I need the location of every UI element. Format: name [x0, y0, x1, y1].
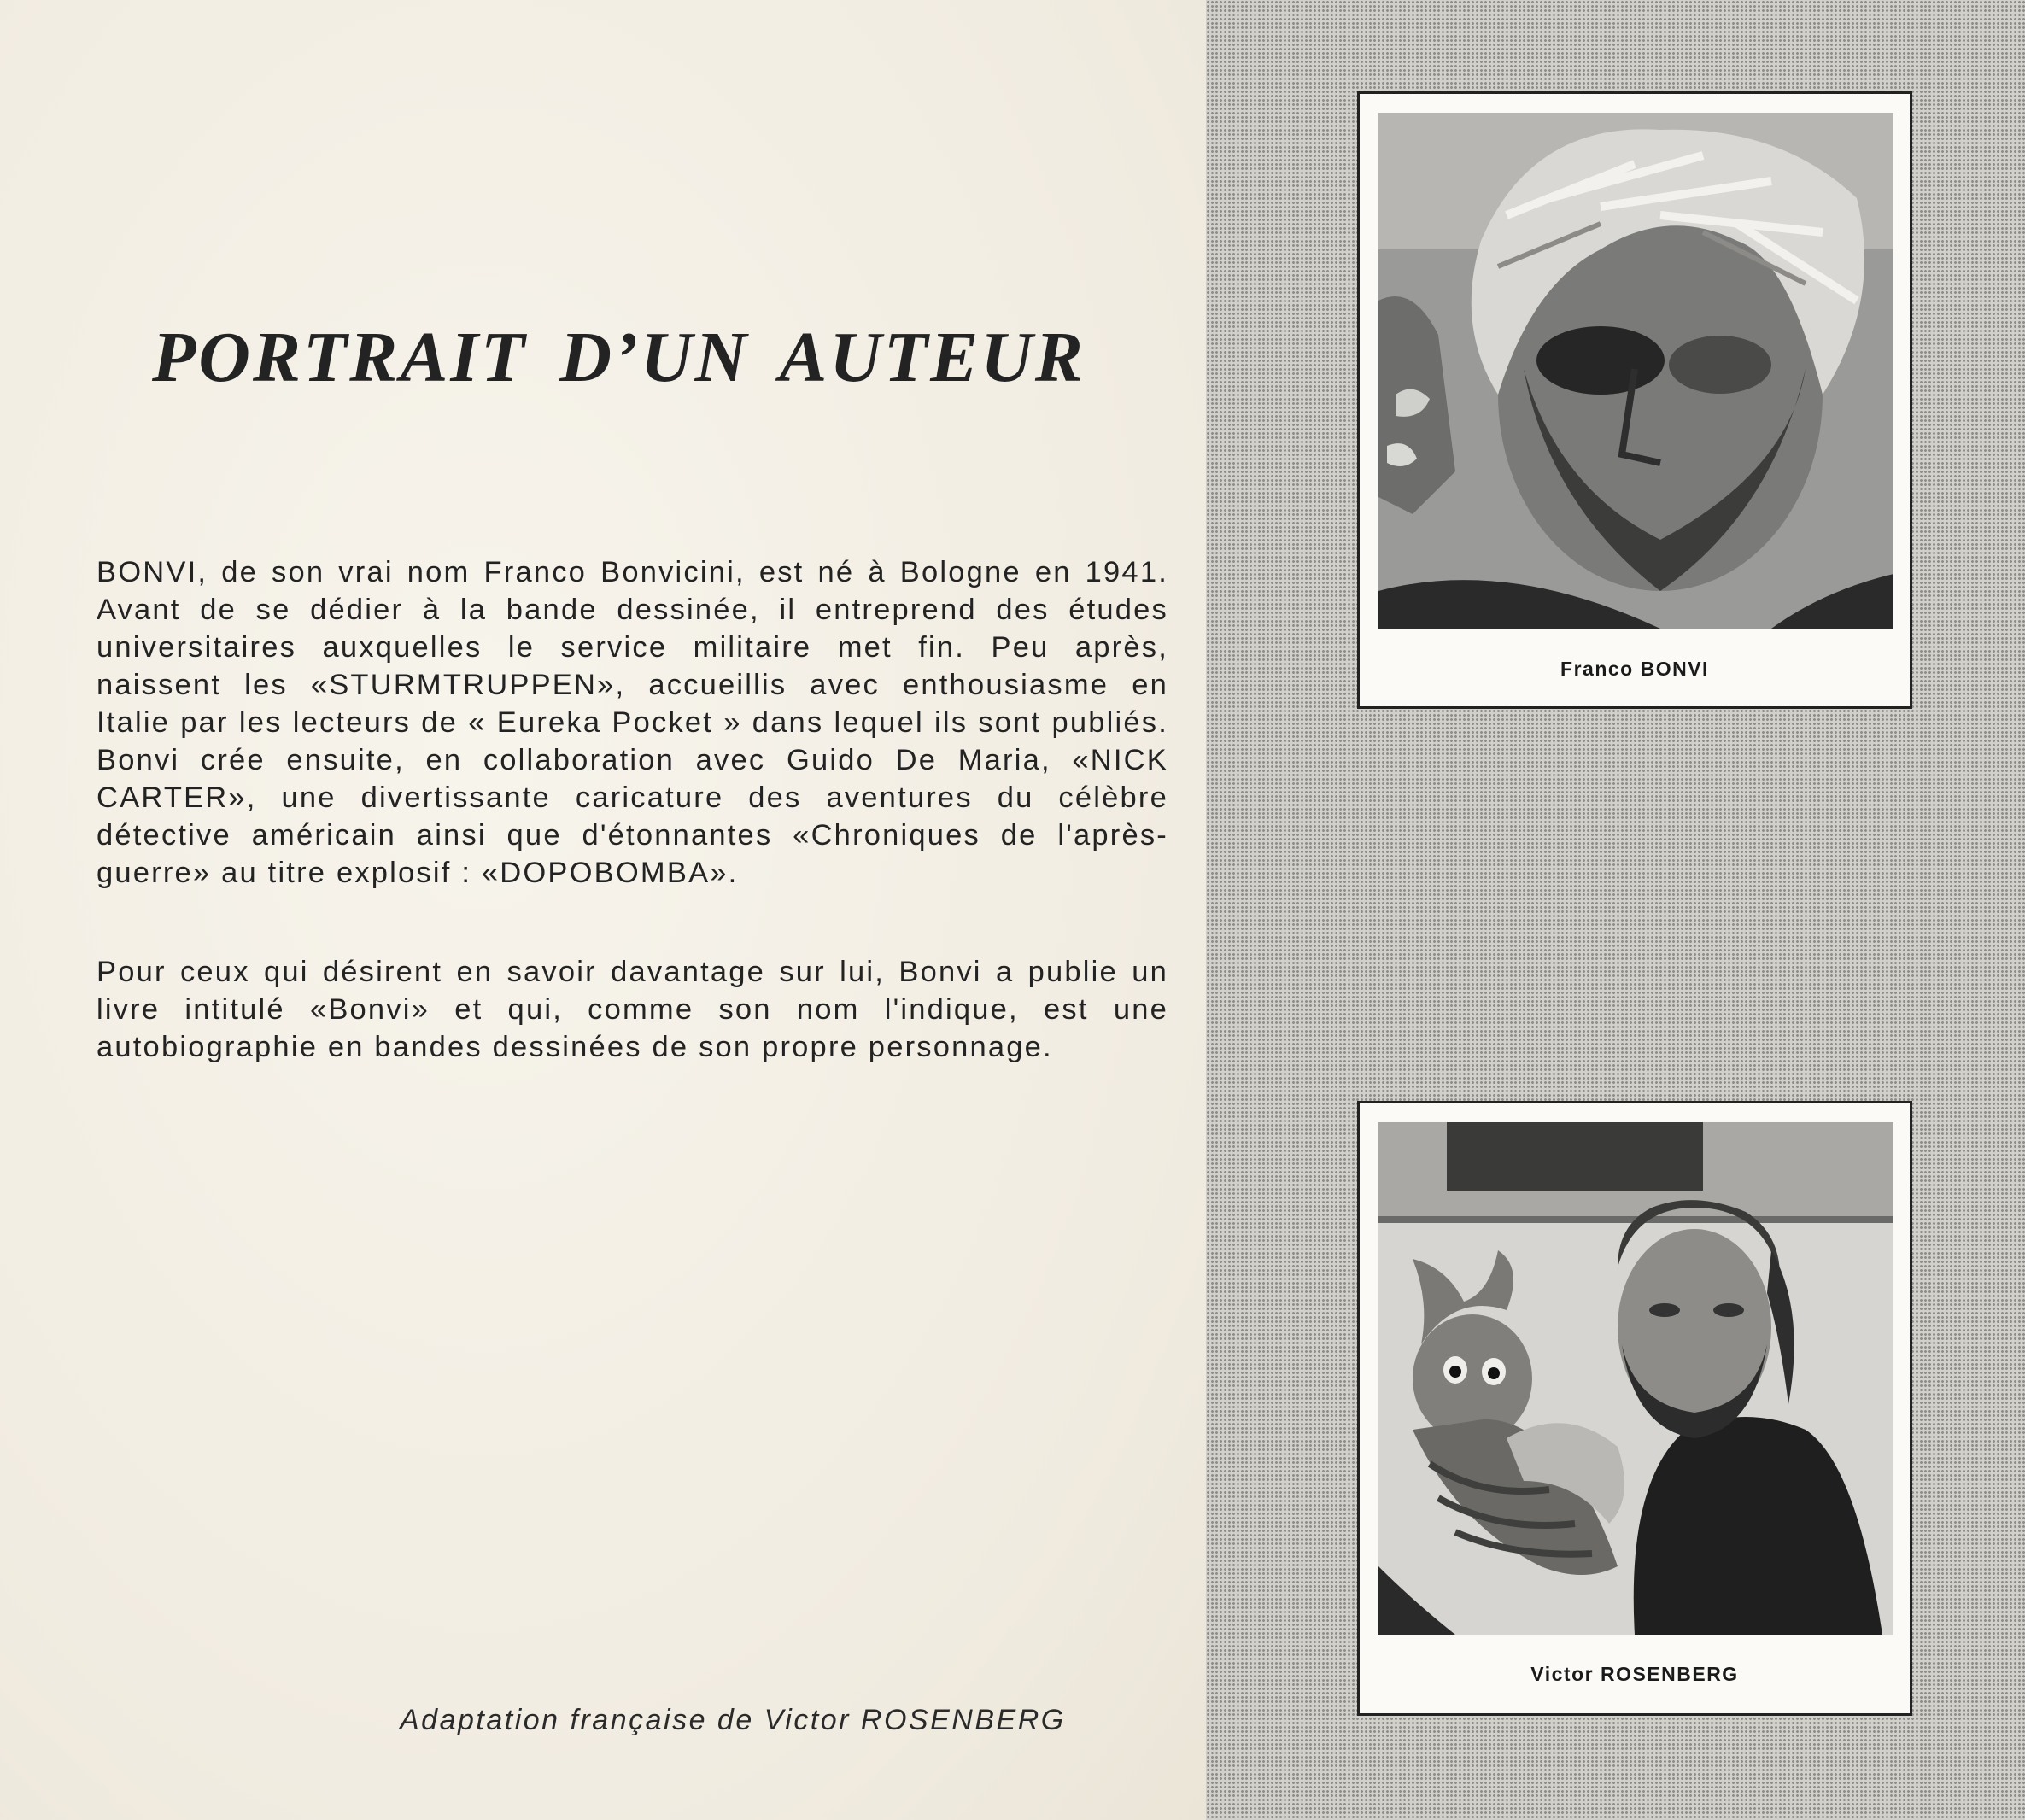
photo-card-victor-rosenberg [1357, 1101, 1912, 1716]
portrait-photo-victor-rosenberg [1378, 1122, 1893, 1635]
portrait-illustration [1378, 113, 1893, 629]
page-title: PORTRAIT D’UN AUTEUR [152, 318, 1086, 397]
biography-paragraph-1: BONVI, de son vrai nom Franco Bonvicini, est né à Bologne en 1941. Avant de se dédier à la bande dessinée, il entreprend des études universitaires auxquelles le service militaire met fin. Peu après, naissent les «STURMTRUPPEN», accueillis avec enthousiasme en Italie par les lecteurs de « Eureka Pocket » dans lequel ils sont publiés. Bonvi crée ensuite, en collaboration avec Guido De Maria, «NICK CARTER», une divertissante caricature des aventures du célèbre détective américain ainsi que d'étonnantes «Chroniques de l'après-guerre» au titre explosif : «DOPOBOMBA». [97, 556, 1168, 889]
photo-card-franco-bonvi [1357, 91, 1912, 709]
photo-caption-franco-bonvi: Franco BONVI [1560, 658, 1709, 680]
portrait-with-cat-illustration [1378, 1122, 1893, 1635]
biography-paragraph-2: Pour ceux qui désirent en savoir davantage sur lui, Bonvi a publie un livre intitulé «Bonvi» et qui, comme son nom l'indique, est une autobiographie en bandes dessinées de son propre personnage. [97, 956, 1168, 1063]
photo-caption-victor-rosenberg: Victor ROSENBERG [1530, 1663, 1739, 1685]
portrait-photo-franco-bonvi [1378, 113, 1893, 629]
adaptation-credit: Adaptation française de Victor ROSENBERG [400, 1704, 1066, 1736]
